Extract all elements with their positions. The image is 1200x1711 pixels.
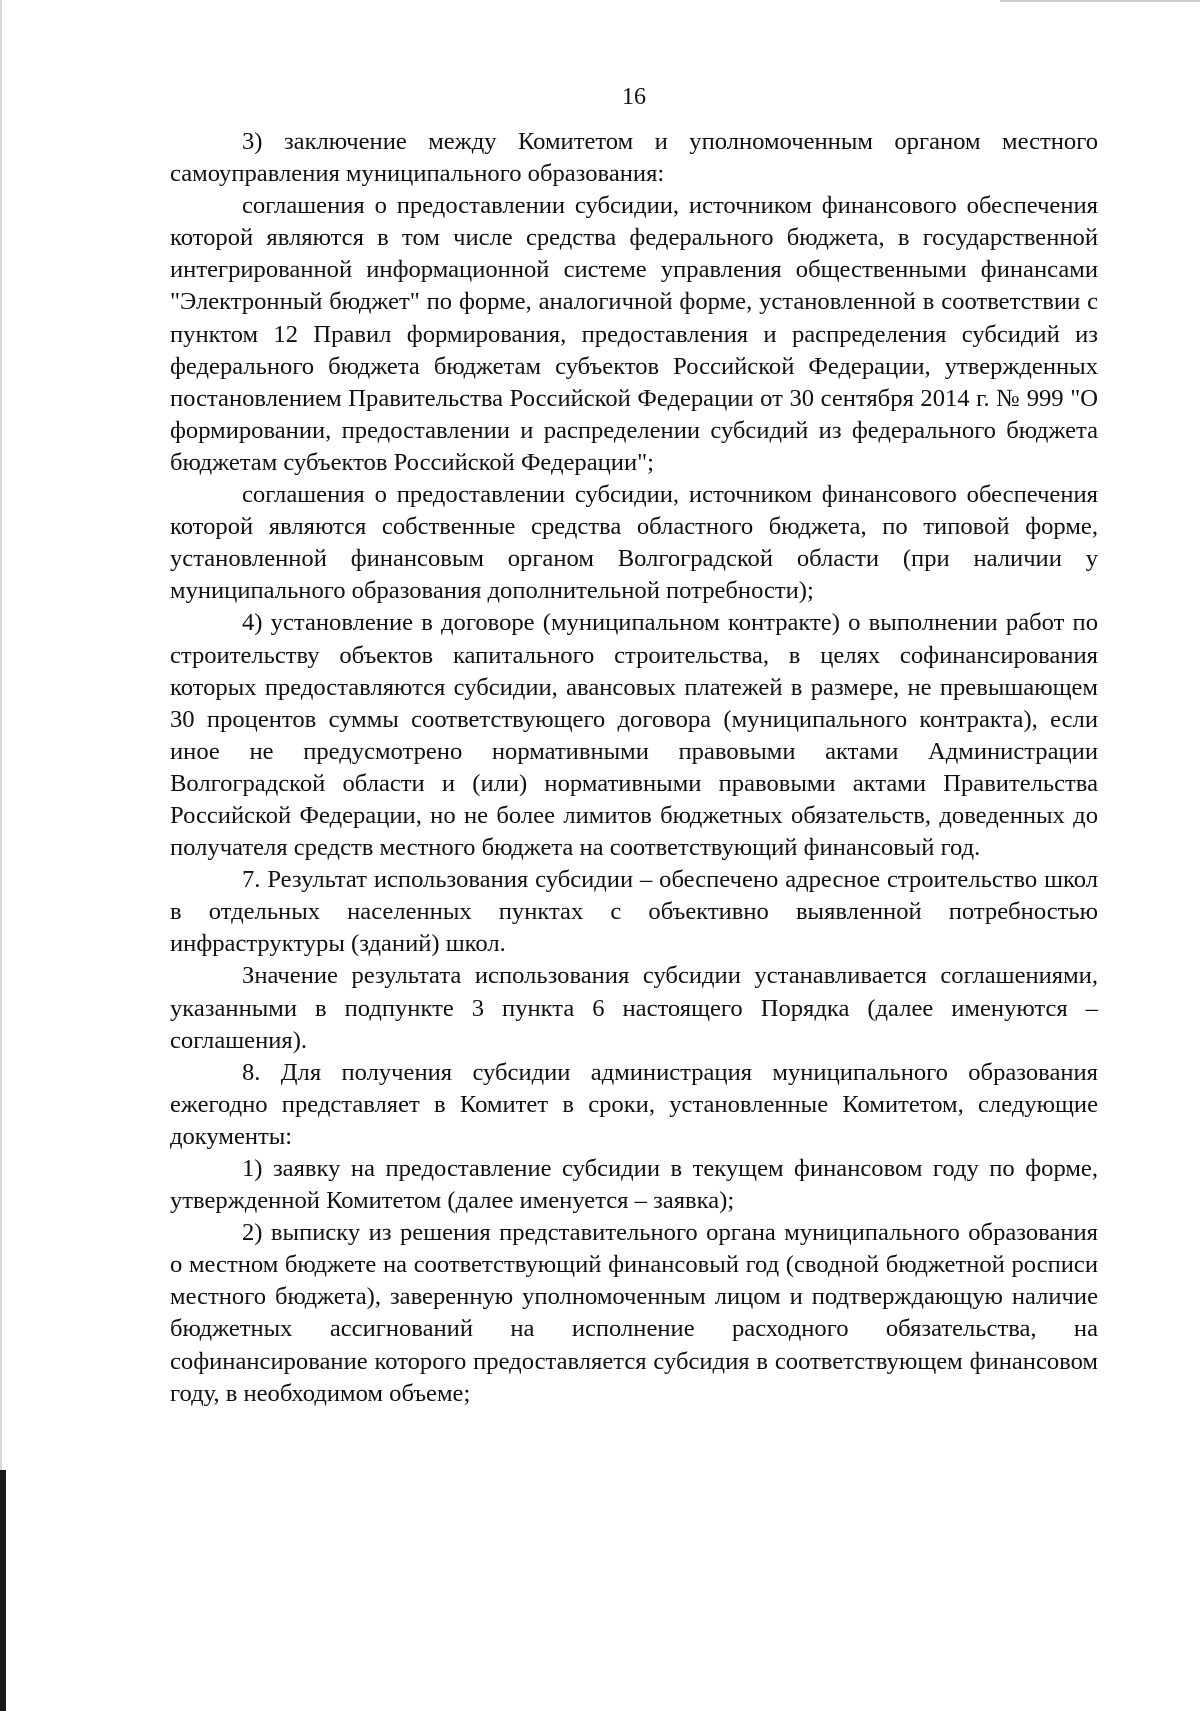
paragraph-clause-7-result: 7. Результат использования субсидии – обеспечено адресное строительство школ в отдельных населенных пунктах с объективно выявленной потребностью инфраструктуры (зданий) школ. bbox=[170, 866, 1098, 958]
paragraph-federal-agreement: соглашения о предоставлении субсидии, источником финансового обеспечения которой являются в том числе средства федерального бюджета, в государственной интегрированной информационной системе управления общественными финансами "Электронный бюджет" по форме, аналогичной форме, установленной в соответствии с пунктом 12 Правил формирования, предоставления и распределения субсидий из федерального бюджета бюджетам субъектов Российской Федерации, утвержденных постановлением Правительства Российской Федерации от 30 сентября 2014 г. № 999 "О формировании, предоставлении и распределении субсидий из федерального бюджета бюджетам субъектов Российской Федерации"; bbox=[170, 192, 1098, 476]
page-number: 16 bbox=[622, 84, 646, 110]
document-body bbox=[170, 126, 1098, 1410]
scan-edge-top bbox=[1000, 0, 1200, 2]
paragraph-document-application: 1) заявку на предоставление субсидии в текущем финансовом году по форме, утвержденной Комитетом (далее именуется – заявка); bbox=[170, 1155, 1098, 1215]
paragraph-regional-agreement: соглашения о предоставлении субсидии, источником финансового обеспечения которой являются собственные средства областного бюджета, по типовой форме, установленной финансовым органом Волгоградской области (при наличии у муниципального образования дополнительной потребности); bbox=[170, 481, 1098, 605]
paragraph-clause-8-documents: 8. Для получения субсидии администрация муниципального образования ежегодно представляет в Комитет в сроки, установленные Комитетом, следующие документы: bbox=[170, 1058, 1098, 1150]
paragraph-result-value: Значение результата использования субсидии устанавливается соглашениями, указанными в подпункте 3 пункта 6 настоящего Порядка (далее именуются – соглашения). bbox=[170, 962, 1098, 1054]
scan-edge-left bbox=[0, 0, 2, 1711]
paragraph-document-budget-extract: 2) выписку из решения представительного органа муниципального образования о местном бюджете на соответствующий финансовый год (сводной бюджетной росписи местного бюджета), заверенную уполномоченным лицом и подтверждающую наличие бюджетных ассигнований на исполнение расходного обязательства, на софинансирование которого предоставляется субсидия в соответствующем финансовом году, в необходимом объеме; bbox=[170, 1219, 1098, 1407]
paragraph-item-4-advance-payments: 4) установление в договоре (муниципальном контракте) о выполнении работ по строительству объектов капитального строительства, в целях софинансирования которых предоставляются субсидии, авансовых платежей в размере, не превышающем 30 процентов суммы соответствующего договора (муниципального контракта), если иное не предусмотрено нормативными правовыми актами Администрации Волгоградской области и (или) нормативными правовыми актами Правительства Российской Федерации, но не более лимитов бюджетных обязательств, доведенных до получателя средств местного бюджета на соответствующий финансовый год. bbox=[170, 609, 1098, 862]
paragraph-item-3-agreement: 3) заключение между Комитетом и уполномоченным органом местного самоуправления муниципального образования: bbox=[170, 128, 1098, 188]
scan-shadow-left bbox=[0, 1470, 6, 1711]
